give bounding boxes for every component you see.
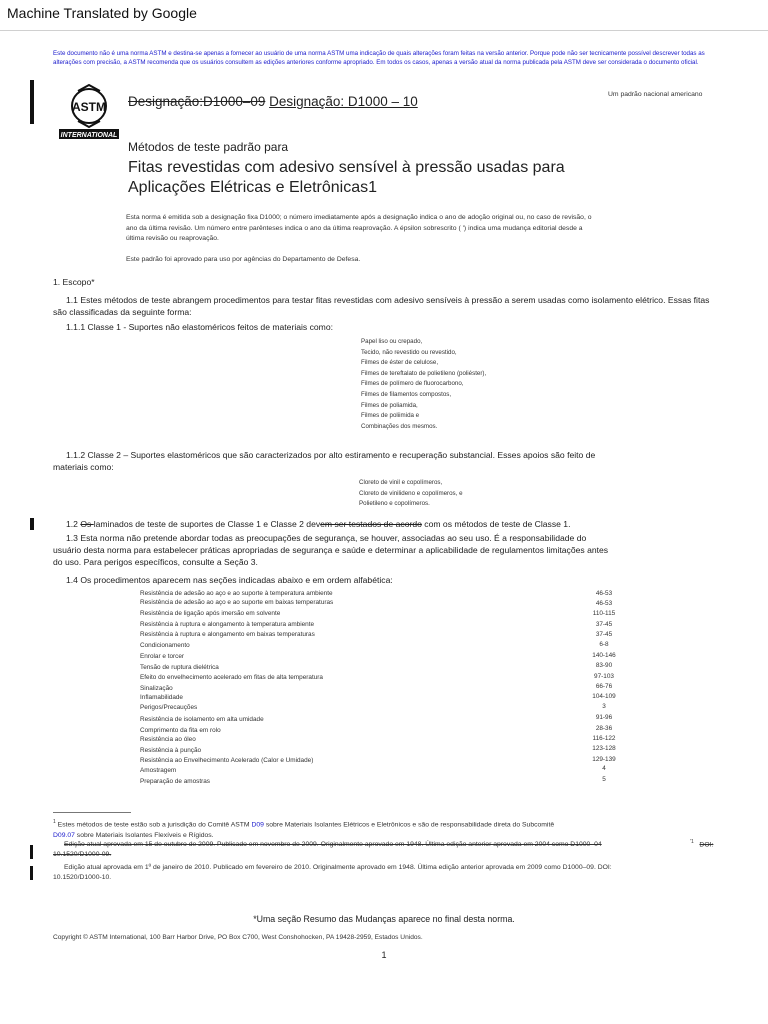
list-item: Polietileno e copolímeros.	[359, 500, 430, 508]
document-title-line-2: Aplicações Elétricas e Eletrônicas1	[128, 179, 378, 196]
old-edition-doi: 10.1520/D1000-09.	[53, 851, 112, 858]
index-row-section: 91-96	[595, 714, 613, 721]
footnote-1: $^1$ Estes métodos de teste estão sob a jurisdição do Comitê ASTM D09 sobre Materiais Isolantes Elétricos e Eletrônicos e são de responsabilidade direta do Subcomitê D09.07 sobre Materiais Isolantes Flexíveis e Rígidos.	[53, 819, 555, 839]
index-row-section: 110-115	[592, 610, 616, 617]
procedures-index-table	[140, 590, 640, 790]
old-designation: Designação:D1000–09	[128, 94, 266, 109]
doi-old: $^{'1}$ DOI:	[690, 839, 714, 849]
document-notice: Este documento não é uma norma ASTM e destina-se apenas a fornecer ao usuário de uma norma ASTM uma indicação de quais alterações foram feitas na versão anterior. Porque pode não ser tecnicamente possível descrever todas as alterações com precisão, a ASTM recomenda que os usuários consultem as edições anteriores conforme apropriado. Em todos os casos, apenas a versão atual da norma publicada pela ASTM deve ser considerada o documento oficial.	[53, 50, 705, 66]
paragraph-1-4: 1.4 Os procedimentos aparecem nas seções indicadas abaixo e em ordem alfabética:	[66, 575, 393, 585]
index-row-label: Resistência de ligação após imersão em solvente	[140, 610, 281, 617]
new-designation: Designação: D1000 – 10	[269, 94, 418, 109]
index-row-section: 83-90	[595, 662, 613, 669]
index-row-section: 28-36	[595, 725, 613, 732]
index-row-label: Sinalização	[140, 685, 173, 692]
list-item: Cloreto de vinil e copolímeros,	[359, 479, 443, 486]
scope-heading: 1. Escopo*	[53, 277, 95, 287]
current-edition-doi: 10.1520/D1000-10.	[53, 874, 112, 881]
index-row-label: Resistência à ruptura e alongamento à temperatura ambiente	[140, 621, 315, 628]
page-number: 1	[381, 950, 387, 960]
svg-text:ASTM: ASTM	[72, 100, 106, 114]
index-row-label: Preparação de amostras	[140, 778, 210, 785]
issuance-note: Esta norma é emitida sob a designação fixa D1000; o número imediatamente após a designação indica o ano de adoção original ou, no caso de revisão, o ano da última revisão. Um número entre parênteses indica o ano da última reaprovação. A épsilon sobrescrito ( ') indica uma mudança editorial desde a última revisão ou reaprovação.	[126, 214, 592, 242]
class2-materials-list	[359, 478, 463, 510]
index-row-label: Perigos/Precauções	[140, 704, 198, 711]
index-row-label: Resistência de adesão ao aço e ao suporte à temperatura ambiente	[140, 590, 333, 597]
list-item: Filmes de poliamida,	[361, 401, 418, 409]
index-row-section: 4	[602, 765, 606, 772]
index-row-label: Resistência ao óleo	[140, 736, 196, 743]
summary-of-changes-note: *Uma seção Resumo das Mudanças aparece no final desta norma.	[253, 914, 515, 924]
index-row-section: 66-76	[595, 683, 613, 690]
machine-translated-label: Machine Translated by Google	[7, 5, 197, 21]
index-row-label: Resistência à punção	[140, 747, 202, 754]
committee-link[interactable]: D09	[251, 821, 264, 829]
index-row-label: Resistência ao Envelhecimento Acelerado (Calor e Umidade)	[140, 757, 314, 764]
index-row-section: 116-122	[592, 735, 616, 742]
copyright-notice: Copyright © ASTM International, 100 Barr Harbor Drive, PO Box C700, West Conshohocken, PA 19428-2959, Estados Unidos.	[53, 934, 423, 941]
document-title-line-1: Fitas revestidas com adesivo sensível à pressão usadas para	[128, 159, 565, 176]
index-row-section: 46-53	[595, 600, 613, 607]
list-item: Cloreto de vinilideno e copolímeros, e	[359, 489, 463, 497]
index-row-label: Tensão de ruptura dielétrica	[140, 664, 219, 671]
index-row-section: 5	[602, 776, 606, 783]
index-row-section: 129-139	[592, 756, 616, 763]
change-bar-footnote-new	[30, 866, 33, 880]
index-row-section: 46-53	[595, 590, 613, 597]
index-row-label: Resistência de isolamento em alta umidade	[140, 716, 264, 723]
index-row-section: 104-109	[592, 693, 616, 700]
header-divider	[0, 30, 768, 31]
index-row-label: Resistência à ruptura e alongamento em baixas temperaturas	[140, 631, 315, 638]
index-row-label: Inflamabilidade	[140, 694, 183, 701]
change-bar-footnote-old	[30, 845, 33, 859]
list-item: Filmes de polímero de fluorocarbono,	[361, 380, 464, 388]
paragraph-1-1-1: 1.1.1 Classe 1 - Suportes não elastoméricos feitos de materiais como:	[66, 322, 334, 332]
old-edition-note: Edição atual aprovada em 15 de outubro de 2009. Publicado em novembro de 2009. Originalmente aprovado em 1948. Última edição anterior aprovada em 2004 como D1000–04	[64, 841, 602, 848]
index-row-section: 37-45	[595, 631, 613, 638]
class1-materials-list	[361, 337, 486, 432]
change-bar-title	[30, 80, 34, 124]
index-row-section: 140-146	[592, 652, 616, 659]
defense-note: Este padrão foi aprovado para uso por agências do Departamento de Defesa.	[126, 256, 361, 263]
list-item: Filmes de filamentos compostos,	[361, 390, 452, 398]
list-item: Papel liso ou crepado,	[361, 338, 423, 345]
index-row-label: Efeito do envelhecimento acelerado em fitas de alta temperatura	[140, 674, 323, 681]
index-row-label: Comprimento da fita em rolo	[140, 727, 221, 734]
index-row-section: 123-128	[592, 745, 616, 752]
svg-text:INTERNATIONAL: INTERNATIONAL	[60, 132, 118, 139]
paragraph-1-2: 1.2 Os laminados de teste de suportes de Classe 1 e Classe 2 devem ser testados de acordo com os métodos de teste de Classe 1.	[66, 519, 571, 529]
index-row-section: 6-8	[599, 641, 609, 648]
change-bar-section-1-2	[30, 518, 34, 530]
index-row-label: Amostragem	[140, 767, 177, 774]
index-row-section: 97-103	[594, 673, 614, 680]
paragraph-1-1: 1.1 Estes métodos de teste abrangem procedimentos para testar fitas revestidas com adesivo sensíveis à pressão a serem usadas como isolamento elétrico. Essas fitas são classificadas da seguinte forma:	[53, 295, 710, 318]
astm-logo	[58, 82, 120, 140]
list-item: Filmes de éster de celulose,	[361, 359, 439, 367]
footnote-divider	[53, 812, 131, 813]
list-item: Filmes de poliimida e	[361, 412, 420, 420]
index-row-label: Condicionamento	[140, 642, 190, 649]
index-row-section: 37-45	[595, 621, 613, 628]
index-row-label: Enrolar e torcer	[140, 653, 185, 660]
designation-line	[128, 94, 418, 109]
index-row-label: Resistência de adesão ao aço e ao suporte em baixas temperaturas	[140, 599, 334, 606]
national-standard-label: Um padrão nacional americano	[608, 91, 703, 98]
paragraph-1-1-2: 1.1.2 Classe 2 – Suportes elastoméricos que são caracterizados por alto estiramento e recuperação substancial. Esses apoios são feito de materiais como:	[53, 450, 596, 473]
index-row-section: 3	[602, 703, 606, 710]
list-item: Combinações dos mesmos.	[361, 422, 438, 430]
methods-heading: Métodos de teste padrão para	[128, 140, 289, 154]
current-edition-note: Edição atual aprovada em 1º de janeiro de 2010. Publicado em fevereiro de 2010. Originalmente aprovado em 1948. Última edição anterior aprovada em 2009 como D1000–09. DOI:	[64, 864, 612, 871]
list-item: Filmes de tereftalato de polietileno (poliéster),	[361, 369, 487, 377]
paragraph-1-3: 1.3 Esta norma não pretende abordar todas as preocupações de segurança, se houver, associadas ao seu uso. É a responsabilidade do usuário desta norma para estabelecer práticas apropriadas de segurança e saúde e determinar a aplicabilidade de regulamentos limitações antes do uso. Para perigos específicos, consulte a Seção 3.	[53, 533, 609, 568]
list-item: Tecido, não revestido ou revestido,	[361, 348, 457, 356]
subcommittee-link[interactable]: D09.07	[53, 831, 75, 839]
